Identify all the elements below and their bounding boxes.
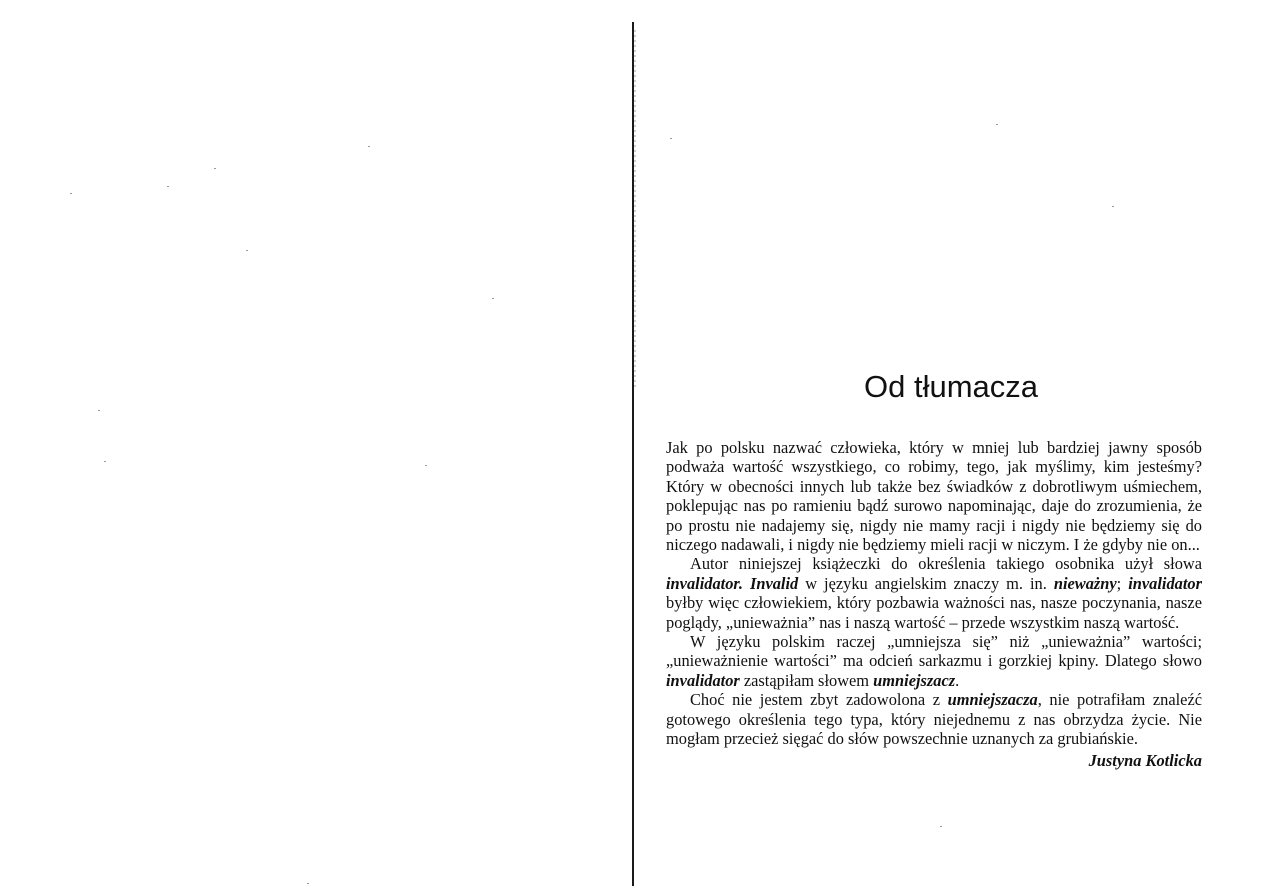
paper-speck (70, 193, 72, 194)
paper-speck (98, 410, 100, 411)
left-page-blank (0, 0, 630, 894)
paper-speck (214, 168, 216, 169)
page-title: Od tłumacza (863, 369, 1038, 404)
paragraph (666, 554, 1202, 632)
paper-speck (940, 826, 942, 827)
paper-speck (307, 883, 309, 884)
paper-speck (996, 124, 998, 125)
text-run: byłby więc człowiekiem, który pozbawia ważności nas, nasze poczynania, nasze poglądy, „unieważnia” nas i naszą wartość – przede wszystkim naszą wartość. (666, 593, 1202, 632)
paper-speck (1112, 206, 1114, 207)
text-run: W języku polskim raczej „umniejsza się” niż „unieważnia” wartości; „unieważnienie wartości” ma odcień sarkazmu i gorzkiej kpiny. Dlatego słowo (666, 632, 1202, 671)
paper-speck (167, 186, 169, 187)
paper-speck (425, 465, 427, 466)
paper-speck (670, 138, 672, 139)
text-run: ; (1116, 573, 1129, 593)
paragraph (666, 438, 1202, 554)
emphasized-term: umniejszacza (947, 690, 1038, 710)
emphasized-term: invalidator (666, 670, 740, 690)
paper-speck (492, 298, 494, 299)
emphasized-term: umniejszacz (873, 670, 956, 690)
paper-speck (104, 461, 106, 462)
right-page (640, 0, 1262, 894)
paragraph (666, 632, 1202, 690)
paper-speck (368, 146, 370, 147)
text-run: Choć nie jestem zbyt zadowolona z (690, 690, 948, 710)
text-run: Autor niniejszej książeczki do określenia takiego osobnika użył słowa (690, 554, 1202, 574)
text-run: , nie potrafiłam znaleźć gotowego określenia tego typa, który niejednemu z nas obrzydza życie. Nie mogłam przecież sięgać do słów powszechnie uznanych za grubiańskie. (666, 690, 1202, 749)
preface-text (666, 438, 1202, 770)
emphasized-term: nieważny (1053, 573, 1117, 593)
text-run: w języku angielskim znaczy m. in. (798, 573, 1054, 593)
text-run: zastąpiłam słowem (739, 670, 874, 690)
paper-speck (246, 250, 248, 251)
paragraph (666, 690, 1202, 748)
translator-signature: Justyna Kotlicka (1088, 750, 1202, 770)
text-run: Jak po polsku nazwać człowieka, który w mniej lub bardziej jawny sposób podważa wartość wszystkiego, co robimy, tego, jak myślimy, kim jesteśmy? Który w obecności innych lub także bez świadków z dobrotliwym uśmiechem, poklepując nas po ramieniu bądź surowo napominając, daje do zrozumienia, że po prostu nie nadajemy się, nigdy nie mamy racji i nigdy nie będziemy się do niczego nadawali, i nigdy nie będziemy mieli racji w niczym. I że gdyby nie on... (666, 438, 1202, 555)
emphasized-term: invalidator. Invalid (666, 573, 799, 593)
book-gutter-shadow (634, 30, 636, 390)
emphasized-term: invalidator (1128, 573, 1203, 593)
text-run: . (955, 670, 960, 690)
